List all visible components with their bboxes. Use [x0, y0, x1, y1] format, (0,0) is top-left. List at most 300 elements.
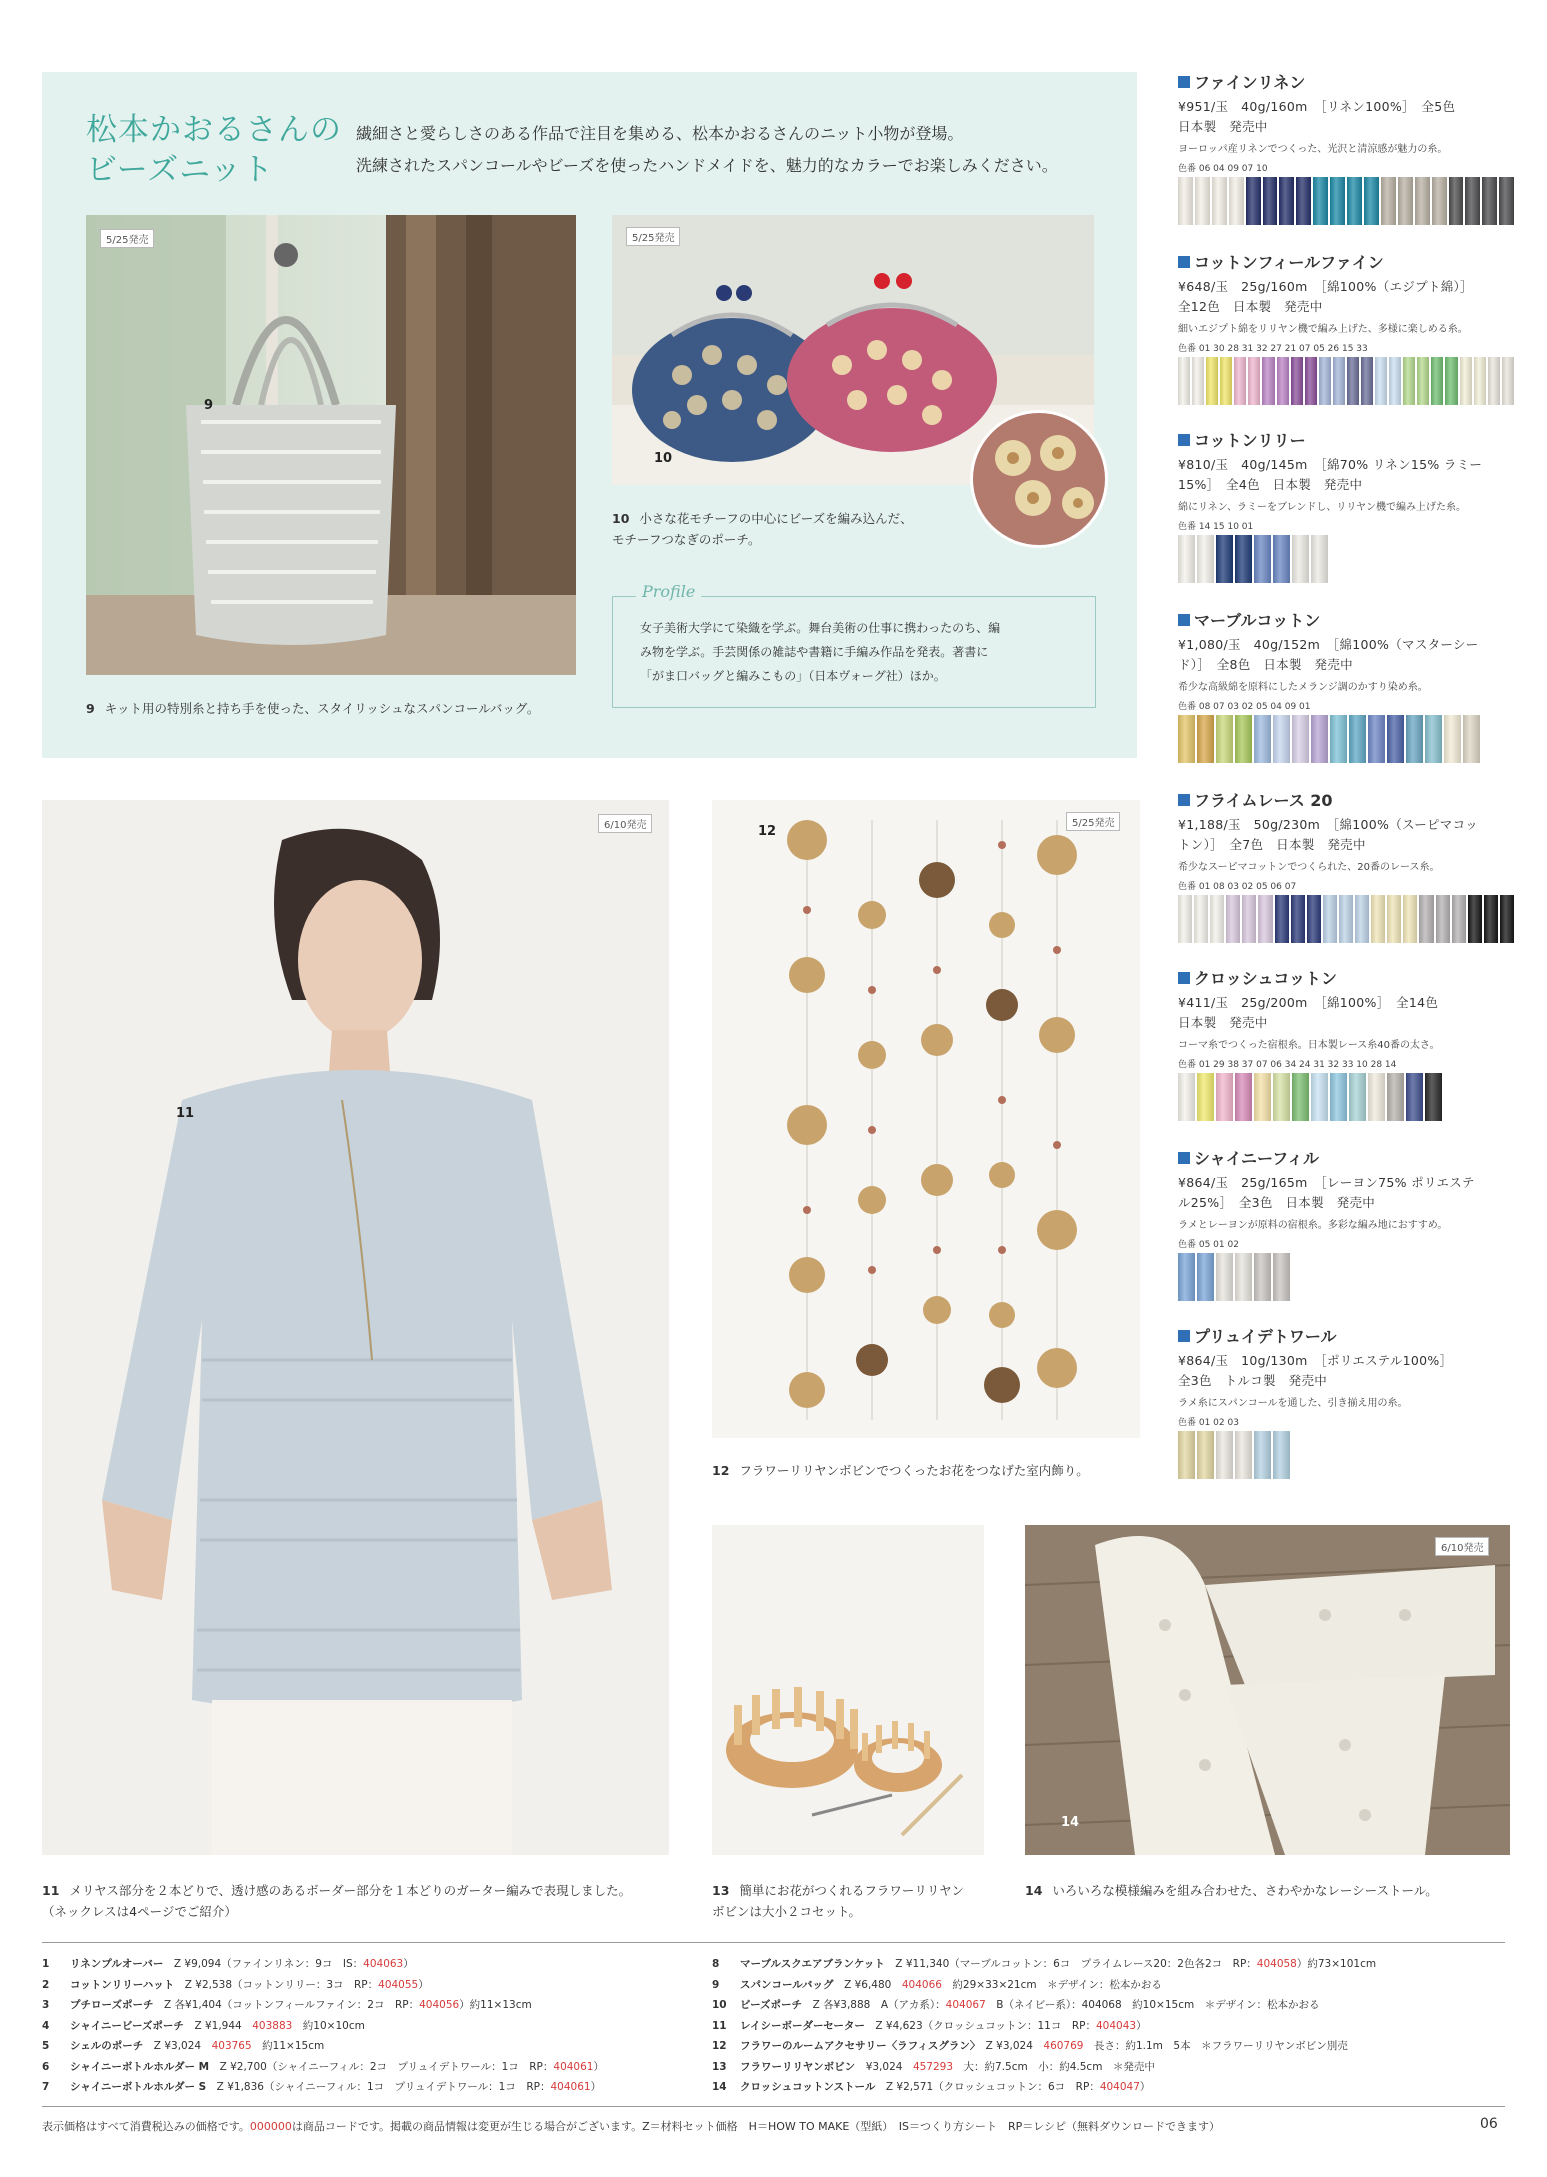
- footer-divider: [42, 2106, 1505, 2107]
- item-name: コットンリリーハット: [70, 1978, 175, 1991]
- item-name: フラワーのルームアクセサリー〈ラフィスグラン〉: [740, 2040, 976, 2052]
- bullet-square-icon: [1178, 256, 1190, 268]
- item-code: 404043: [1096, 2019, 1137, 2032]
- product-list-item: [712, 1954, 1376, 1975]
- item-number: 10: [712, 1999, 727, 2011]
- yarn-swatches: [1178, 1431, 1514, 1479]
- color-swatch: [1406, 715, 1423, 763]
- color-swatch: [1197, 1073, 1214, 1121]
- item-name: レイシーボーダーセーター: [740, 2019, 865, 2032]
- color-swatch: [1178, 1073, 1195, 1121]
- item-detail: ¥3,024: [865, 2060, 913, 2073]
- color-swatch: [1178, 1431, 1195, 1479]
- item-tail: 大：約7.5cm 小：約4.5cm ＊発売中: [953, 2060, 1155, 2073]
- profile-line3: 「がま口バッグと編みこもの」（日本ヴォーグ社）ほか。: [640, 669, 946, 683]
- yarn-color-codes: 色番 05 01 02: [1178, 1240, 1239, 1250]
- color-swatch: [1212, 177, 1227, 225]
- color-swatch: [1277, 357, 1289, 405]
- yarn-name: [1178, 608, 1514, 631]
- color-swatch: [1305, 357, 1317, 405]
- color-swatch: [1368, 715, 1385, 763]
- yarn-spec: [1178, 1173, 1514, 1213]
- yarn-swatches: [1178, 1253, 1514, 1301]
- item-name: ビーズポーチ: [740, 1999, 803, 2011]
- item-tail: ）約11×13cm: [459, 1999, 532, 2011]
- yarn-spec-line1: ¥411/玉 25g/200m ［綿100%］ 全14色: [1178, 995, 1439, 1010]
- item-number: 1: [42, 1958, 50, 1970]
- item-detail: Z ¥11,340（マーブルコットン：6コ プライムレース20：2色各2コ RP：: [895, 1958, 1257, 1970]
- product-list-item: [42, 2057, 604, 2078]
- photo-flower-garland: [712, 800, 1140, 1438]
- item-tail: 約10×10cm: [292, 2019, 365, 2032]
- item-code: 403765: [211, 2040, 252, 2052]
- yarn-entry: [1178, 966, 1514, 1121]
- color-swatch: [1463, 715, 1480, 763]
- item-number: 2: [42, 1978, 50, 1991]
- yarn-spec-line2: 全12色 日本製 発売中: [1178, 299, 1323, 314]
- color-swatch: [1216, 715, 1233, 763]
- color-swatch: [1235, 1253, 1252, 1301]
- profile-label: Profile: [636, 582, 701, 601]
- item-detail: Z ¥2,538（コットンリリー：3コ RP：: [184, 1978, 379, 1991]
- color-swatch: [1273, 1431, 1290, 1479]
- yarn-description: 希少なスーピマコットンでつくられた、20番のレース糸。: [1178, 862, 1440, 873]
- yarn-swatches: [1178, 1073, 1514, 1121]
- product-list-item: [42, 1975, 604, 1996]
- caption-14: [1025, 1880, 1505, 1901]
- photo-number: 14: [1061, 1815, 1080, 1830]
- caption-13: [712, 1880, 1012, 1922]
- yarn-spec: [1178, 97, 1514, 137]
- color-swatch: [1425, 715, 1442, 763]
- color-swatch: [1273, 535, 1290, 583]
- yarn-entry: [1178, 1324, 1514, 1479]
- color-swatch: [1197, 715, 1214, 763]
- color-swatch: [1444, 715, 1461, 763]
- color-swatch: [1178, 1253, 1195, 1301]
- color-swatch: [1291, 895, 1305, 943]
- yarn-entry: [1178, 250, 1514, 405]
- color-swatch: [1178, 715, 1195, 763]
- caption-text: いろいろな模様編みを組み合わせた、さわやかなレーシーストール。: [1052, 1883, 1438, 1898]
- color-swatch: [1275, 895, 1289, 943]
- yarn-spec: [1178, 993, 1514, 1033]
- profile-line2: み物を学ぶ。手芸関係の雑誌や書籍に手編み作品を発表。著書に: [640, 645, 989, 659]
- caption-number: 10: [612, 511, 630, 526]
- color-swatch: [1262, 357, 1274, 405]
- yarn-description: コーマ糸でつくった宿根糸。日本製レース糸40番の太さ。: [1178, 1040, 1440, 1051]
- color-swatch: [1488, 357, 1500, 405]
- yarn-spec-line2: トン）］ 全7色 日本製 発売中: [1178, 837, 1366, 852]
- color-swatch: [1387, 895, 1401, 943]
- product-list-item: [42, 1954, 604, 1975]
- product-list-item: [712, 2057, 1376, 2078]
- yarn-swatches: [1178, 715, 1514, 763]
- yarn-name: [1178, 70, 1514, 93]
- color-swatch: [1387, 1073, 1404, 1121]
- bag-illustration: [86, 215, 576, 675]
- caption-text: キット用の特別糸と持ち手を使った、スタイリッシュなスパンコールバッグ。: [104, 701, 540, 716]
- item-detail: Z ¥3,024: [153, 2040, 212, 2052]
- item-detail: Z ¥6,480: [844, 1978, 902, 1991]
- item-tail: 約11×15cm: [251, 2040, 325, 2052]
- yarn-color-codes: 色番 14 15 10 01: [1178, 522, 1254, 532]
- yarn-name-text: フライムレース 20: [1194, 791, 1333, 810]
- caption-number: 14: [1025, 1883, 1043, 1898]
- color-swatch: [1387, 715, 1404, 763]
- color-swatch: [1425, 1073, 1442, 1121]
- color-swatch: [1291, 357, 1303, 405]
- color-swatch: [1449, 177, 1464, 225]
- yarn-swatches: [1178, 357, 1514, 405]
- yarn-description: 綿にリネン、ラミーをブレンドし、リリヤン機で編み上げた糸。: [1178, 502, 1467, 513]
- item-name: フラワーリリヤンボビン: [740, 2060, 856, 2073]
- color-swatch: [1210, 895, 1224, 943]
- color-swatch: [1347, 177, 1362, 225]
- color-swatch: [1460, 357, 1472, 405]
- caption-number: 12: [712, 1463, 730, 1478]
- color-swatch: [1197, 1253, 1214, 1301]
- yarn-swatches: [1178, 895, 1514, 943]
- color-swatch: [1311, 535, 1328, 583]
- footer-text2: は商品コードです。掲載の商品情報は変更が生じる場合がございます。Z＝材料セット価格 H＝HOW TO MAKE（型紙） IS＝つくり方シート RP＝レシピ（無料ダウンロードできます）: [291, 2120, 1221, 2133]
- color-swatch: [1235, 1073, 1252, 1121]
- bullet-square-icon: [1178, 76, 1190, 88]
- color-swatch: [1178, 177, 1193, 225]
- bullet-square-icon: [1178, 614, 1190, 626]
- color-swatch: [1178, 895, 1192, 943]
- caption-9: [86, 698, 606, 719]
- product-list-item: [712, 2036, 1376, 2057]
- color-swatch: [1419, 895, 1433, 943]
- caption-10: [612, 508, 972, 550]
- item-tail: ）: [403, 1958, 414, 1970]
- yarn-name: [1178, 1146, 1514, 1169]
- color-swatch: [1484, 895, 1498, 943]
- caption-number: 9: [86, 701, 95, 716]
- yarn-name-text: プリュイデトワール: [1194, 1327, 1337, 1346]
- color-swatch: [1246, 177, 1261, 225]
- item-code: 457293: [912, 2060, 954, 2073]
- color-swatch: [1258, 895, 1272, 943]
- caption-text-line1: 簡単にお花がつくれるフラワーリリヤン: [739, 1883, 965, 1898]
- item-code: 404058: [1256, 1958, 1297, 1970]
- product-list-item: [712, 1995, 1376, 2016]
- feature-title-line1: 松本かおるさんの: [86, 112, 342, 148]
- yarn-spec: [1178, 815, 1514, 855]
- color-swatch: [1216, 1253, 1233, 1301]
- caption-text-line2: （ネックレスは4ページでご紹介）: [42, 1904, 237, 1919]
- yarn-description: ラメとレーヨンが原料の宿根糸。多彩な編み地におすすめ。: [1178, 1220, 1448, 1231]
- color-swatch: [1216, 1073, 1233, 1121]
- color-swatch: [1292, 715, 1309, 763]
- item-number: 13: [712, 2060, 727, 2073]
- color-swatch: [1364, 177, 1379, 225]
- yarn-spec-line2: 日本製 発売中: [1178, 1015, 1268, 1030]
- item-number: 9: [712, 1978, 720, 1991]
- item-detail: Z ¥2,700（シャイニーフィル：2コ プリュイデトワール：1コ RP：: [219, 2060, 554, 2073]
- color-swatch: [1468, 895, 1482, 943]
- color-swatch: [1254, 1253, 1271, 1301]
- yarn-color-codes: 色番 01 08 03 02 05 06 07: [1178, 882, 1297, 892]
- feature-lead-line2: 洗練されたスパンコールやビーズを使ったハンドメイドを、魅力的なカラーでお楽しみください。: [356, 156, 1058, 175]
- color-swatch: [1311, 1073, 1328, 1121]
- color-swatch: [1311, 715, 1328, 763]
- product-list-item: [42, 2036, 604, 2057]
- release-badge: 5/25発売: [1066, 812, 1120, 831]
- item-number: 3: [42, 1999, 50, 2011]
- color-swatch: [1254, 1073, 1271, 1121]
- yarn-spec-line1: ¥864/玉 25g/165m ［レーヨン75% ポリエステ: [1178, 1175, 1475, 1190]
- yarn-spec-line1: ¥951/玉 40g/160m ［リネン100%］ 全5色: [1178, 99, 1456, 114]
- color-swatch: [1197, 535, 1214, 583]
- color-swatch: [1235, 535, 1252, 583]
- caption-text-line1: メリヤス部分を２本どりで、透け感のあるボーダー部分を１本どりのガーター編みで表現しました。: [69, 1883, 632, 1898]
- yarn-entry: [1178, 428, 1514, 583]
- release-badge: 5/25発売: [626, 227, 680, 246]
- color-swatch: [1242, 895, 1256, 943]
- yarn-spec: [1178, 277, 1514, 317]
- photo-number: 9: [204, 398, 214, 413]
- item-number: 7: [42, 2081, 50, 2093]
- item-number: 4: [42, 2019, 50, 2032]
- item-detail: Z ¥3,024: [985, 2040, 1044, 2052]
- feature-title: [86, 110, 346, 190]
- color-swatch: [1436, 895, 1450, 943]
- color-swatch: [1403, 357, 1415, 405]
- color-swatch: [1389, 357, 1401, 405]
- footer-code: 000000: [249, 2120, 292, 2133]
- yarn-entry: [1178, 788, 1514, 943]
- item-number: 6: [42, 2060, 50, 2073]
- color-swatch: [1417, 357, 1429, 405]
- item-code: 460769: [1043, 2040, 1084, 2052]
- item-code: 404047: [1099, 2081, 1140, 2093]
- yarn-spec-line1: ¥1,188/玉 50g/230m ［綿100%（スーピマコッ: [1178, 817, 1478, 832]
- yarn-swatches: [1178, 177, 1514, 225]
- item-name: リネンプルオーバー: [70, 1958, 164, 1970]
- item-detail: Z ¥1,944: [194, 2019, 253, 2032]
- yarn-spec: [1178, 1351, 1514, 1391]
- yarn-spec-line2: 15%］ 全4色 日本製 発売中: [1178, 477, 1363, 492]
- product-list-item: [712, 2016, 1376, 2037]
- color-swatch: [1474, 357, 1486, 405]
- color-swatch: [1226, 895, 1240, 943]
- item-tail: ）: [1139, 2081, 1151, 2093]
- color-swatch: [1273, 1073, 1290, 1121]
- profile-line1: 女子美術大学にて染織を学ぶ。舞台美術の仕事に携わったのち、編: [640, 621, 1001, 635]
- color-swatch: [1235, 715, 1252, 763]
- color-swatch: [1254, 715, 1271, 763]
- yarn-swatches: [1178, 535, 1514, 583]
- color-swatch: [1235, 1431, 1252, 1479]
- caption-11: [42, 1880, 702, 1922]
- bobbin-illustration: [712, 1525, 984, 1855]
- color-swatch: [1307, 895, 1321, 943]
- yarn-spec-line2: 全3色 トルコ製 発売中: [1178, 1373, 1328, 1388]
- item-number: 8: [712, 1958, 720, 1970]
- item-tail: 長さ：約1.1m 5本 ＊フラワーリリヤンボビン別売: [1083, 2040, 1348, 2052]
- color-swatch: [1339, 895, 1353, 943]
- item-name: スパンコールバッグ: [740, 1978, 834, 1991]
- yarn-description: ヨーロッパ産リネンでつくった、光沢と清涼感が魅力の糸。: [1178, 144, 1448, 155]
- purse-detail-circle: [970, 410, 1108, 548]
- color-swatch: [1371, 895, 1385, 943]
- yarn-name-text: マーブルコットン: [1194, 611, 1321, 630]
- color-swatch: [1452, 895, 1466, 943]
- item-code: 403883: [252, 2019, 293, 2032]
- yarn-name-text: ファインリネン: [1194, 73, 1306, 92]
- yarn-spec-line2: ル25%］ 全3色 日本製 発売中: [1178, 1195, 1376, 1210]
- color-swatch: [1192, 357, 1204, 405]
- color-swatch: [1254, 1431, 1271, 1479]
- flower-motif-icon: [973, 413, 1105, 545]
- color-swatch: [1355, 895, 1369, 943]
- caption-text: フラワーリリヤンボビンでつくったお花をつなげた室内飾り。: [739, 1463, 1089, 1478]
- color-swatch: [1216, 535, 1233, 583]
- bullet-square-icon: [1178, 1330, 1190, 1342]
- item-number: 5: [42, 2040, 50, 2052]
- item-name: マーブルスクエアブランケット: [740, 1958, 885, 1970]
- item-tail: ）: [418, 1978, 429, 1991]
- color-swatch: [1178, 357, 1190, 405]
- item-code: 404067: [945, 1999, 986, 2011]
- color-swatch: [1333, 357, 1345, 405]
- yarn-name: [1178, 966, 1514, 989]
- color-swatch: [1292, 1073, 1309, 1121]
- item-name: シャイニーボトルホルダー S: [70, 2081, 207, 2093]
- item-code: 404066: [901, 1978, 942, 1991]
- yarn-entry: [1178, 608, 1514, 763]
- color-swatch: [1445, 357, 1457, 405]
- color-swatch: [1330, 1073, 1347, 1121]
- yarn-name: [1178, 428, 1514, 451]
- product-list-item: [712, 1975, 1376, 1996]
- caption-text-line2: ボビンは大小２コセット。: [712, 1904, 861, 1919]
- item-tail: ）約73×101cm: [1296, 1958, 1377, 1970]
- page-number: 06: [1480, 2116, 1498, 2132]
- color-swatch: [1273, 715, 1290, 763]
- color-swatch: [1206, 357, 1218, 405]
- color-swatch: [1248, 357, 1260, 405]
- bullet-square-icon: [1178, 1152, 1190, 1164]
- photo-lace-stole: [1025, 1525, 1510, 1855]
- color-swatch: [1330, 715, 1347, 763]
- color-swatch: [1368, 1073, 1385, 1121]
- footer-text1: 表示価格はすべて消費税込みの価格です。: [42, 2120, 250, 2133]
- color-swatch: [1502, 357, 1514, 405]
- color-swatch: [1319, 357, 1331, 405]
- yarn-name: [1178, 788, 1514, 811]
- product-list-item: [42, 2077, 604, 2098]
- release-badge: 5/25発売: [100, 229, 154, 248]
- color-swatch: [1431, 357, 1443, 405]
- yarn-color-codes: 色番 01 02 03: [1178, 1418, 1239, 1428]
- sweater-illustration: [42, 800, 669, 1855]
- yarn-description: 細いエジプト綿をリリヤン機で編み上げた、多様に楽しめる糸。: [1178, 324, 1468, 335]
- item-name: シェルのポーチ: [70, 2040, 144, 2052]
- color-swatch: [1178, 535, 1195, 583]
- item-tail: B（ネイビー系）：404068 約10×15cm ＊デザイン：松本かおる: [985, 1999, 1320, 2011]
- product-list-item: [712, 2077, 1376, 2098]
- yarn-color-codes: 色番 08 07 03 02 05 04 09 01: [1178, 702, 1311, 712]
- item-tail: ）: [590, 2081, 602, 2093]
- caption-text-line1: 小さな花モチーフの中心にビーズを編み込んだ、: [639, 511, 913, 526]
- yarn-entry: [1178, 1146, 1514, 1301]
- yarn-color-codes: 色番 01 29 38 37 07 06 34 24 31 32 33 10 28 14: [1178, 1060, 1397, 1070]
- yarn-spec: [1178, 455, 1514, 495]
- color-swatch: [1195, 177, 1210, 225]
- bullet-square-icon: [1178, 972, 1190, 984]
- yarn-spec: [1178, 635, 1514, 675]
- item-number: 11: [712, 2019, 727, 2032]
- product-list-item: [42, 2016, 604, 2037]
- item-code: 404063: [363, 1958, 404, 1970]
- list-divider: [42, 1942, 1505, 1943]
- color-swatch: [1197, 1431, 1214, 1479]
- product-list-right: [712, 1954, 1376, 2098]
- yarn-color-codes: 色番 01 30 28 31 32 27 21 07 05 26 15 33: [1178, 344, 1368, 354]
- bullet-square-icon: [1178, 434, 1190, 446]
- photo-bobbins: [712, 1525, 984, 1855]
- item-code: 404056: [419, 1999, 460, 2011]
- color-swatch: [1194, 895, 1208, 943]
- release-badge: 6/10発売: [598, 814, 652, 833]
- yarn-name-text: クロッシュコットン: [1194, 969, 1338, 988]
- item-number: 12: [712, 2040, 727, 2052]
- color-swatch: [1323, 895, 1337, 943]
- color-swatch: [1347, 357, 1359, 405]
- item-detail: Z 各¥1,404（コットンフィールファイン：2コ RP：: [163, 1999, 420, 2011]
- product-list-left: [42, 1954, 604, 2098]
- yarn-spec-line2: 日本製 発売中: [1178, 119, 1268, 134]
- item-code: 404055: [378, 1978, 419, 1991]
- yarn-name-text: コットンフィールファイン: [1194, 253, 1384, 272]
- color-swatch: [1229, 177, 1244, 225]
- yarn-name-text: シャイニーフィル: [1194, 1149, 1319, 1168]
- yarn-color-codes: 色番 06 04 09 07 10: [1178, 164, 1268, 174]
- yarn-description: 希少な高級綿を原料にしたメランジ調のかすり染め糸。: [1178, 682, 1428, 693]
- item-detail: Z ¥4,623（クロッシュコットン：11コ RP：: [875, 2019, 1096, 2032]
- color-swatch: [1330, 177, 1345, 225]
- feature-title-line2: ビーズニット: [86, 152, 274, 188]
- color-swatch: [1216, 1431, 1233, 1479]
- caption-number: 13: [712, 1883, 730, 1898]
- caption-text-line2: モチーフつなぎのポーチ。: [612, 532, 761, 547]
- color-swatch: [1403, 895, 1417, 943]
- color-swatch: [1254, 535, 1271, 583]
- stole-illustration: [1025, 1525, 1510, 1855]
- photo-number: 10: [654, 451, 673, 466]
- item-detail: Z ¥9,094（ファインリネン：9コ IS：: [173, 1958, 364, 1970]
- product-list-item: [42, 1995, 604, 2016]
- item-tail: ）: [1136, 2019, 1147, 2032]
- yarn-spec-line1: ¥648/玉 25g/160m ［綿100%（エジプト綿）］: [1178, 279, 1473, 294]
- item-code: 404061: [553, 2060, 594, 2073]
- item-detail: Z ¥2,571（クロッシュコットン：6コ RP：: [885, 2081, 1100, 2093]
- item-name: プチローズポーチ: [70, 1999, 154, 2011]
- release-badge: 6/10発売: [1435, 1537, 1489, 1556]
- color-swatch: [1361, 357, 1373, 405]
- feature-lead-line1: 繊細さと愛らしさのある作品で注目を集める、松本かおるさんのニット小物が登場。: [356, 124, 964, 143]
- item-number: 14: [712, 2081, 727, 2093]
- color-swatch: [1296, 177, 1311, 225]
- color-swatch: [1465, 177, 1480, 225]
- color-swatch: [1500, 895, 1514, 943]
- item-name: シャイニービーズポーチ: [70, 2019, 184, 2032]
- item-name: クロッシュコットンストール: [740, 2081, 876, 2093]
- yarn-entry: [1178, 70, 1514, 225]
